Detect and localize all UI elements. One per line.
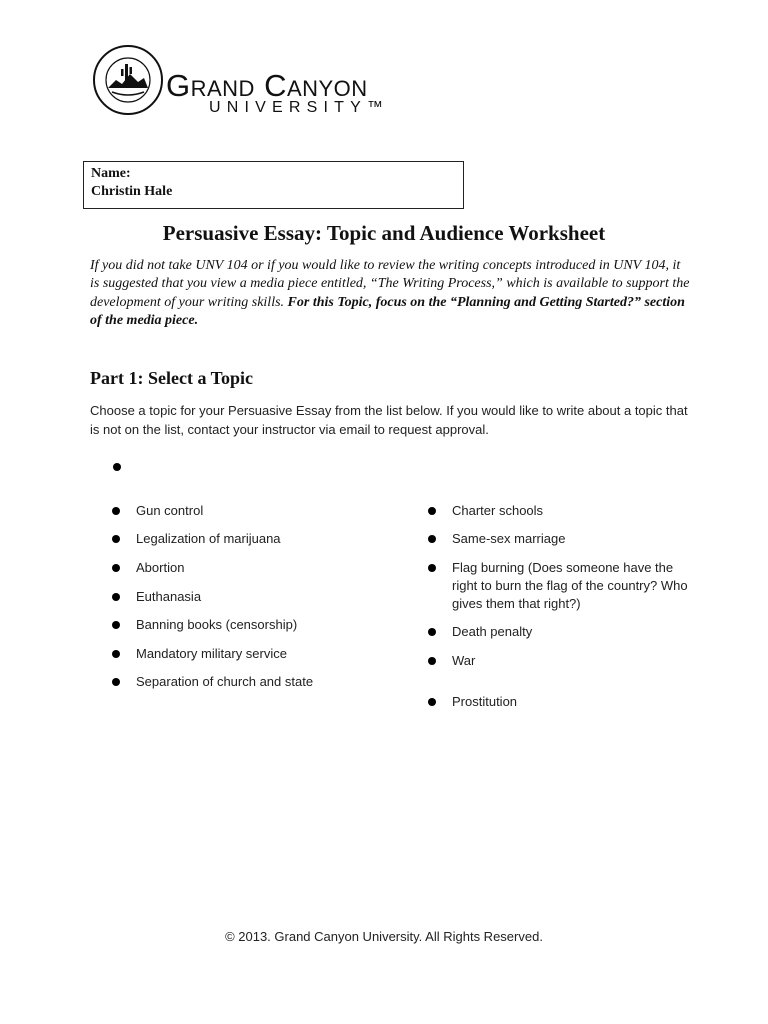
intro-emphasis: For this Topic, focus on the “Planning and Getting Started?” section of the media piece. [90, 294, 685, 328]
list-item: War [452, 652, 475, 670]
copyright-footer: © 2013. Grand Canyon University. All Rights Reserved. [225, 929, 543, 944]
page-title: Persuasive Essay: Topic and Audience Worksheet [162, 221, 606, 245]
empty-bullet [113, 463, 121, 471]
part1-heading: Part 1: Select a Topic [90, 368, 253, 388]
list-item: Legalization of marijuana [136, 530, 281, 548]
list-item: Mandatory military service [136, 645, 287, 663]
list-item: Abortion [136, 559, 184, 577]
list-item: Gun control [136, 502, 203, 520]
list-item: Euthanasia [136, 588, 201, 606]
logo-name: Grand Canyon [166, 68, 368, 103]
list-item: Flag burning (Does someone have the right to burn the flag of the country? Who gives them that right?) [452, 559, 688, 613]
name-box [83, 161, 464, 209]
list-item: Banning books (censorship) [136, 616, 297, 634]
name-value: Christin Hale [91, 184, 173, 199]
logo-subtitle: UNIVERSITY™ [209, 99, 390, 116]
list-item: Prostitution [452, 693, 517, 711]
list-item: Same-sex marriage [452, 530, 565, 548]
list-item: Charter schools [452, 502, 543, 520]
list-item: Death penalty [452, 623, 532, 641]
part1-description: Choose a topic for your Persuasive Essay from the list below. If you would like to write about a topic that is not on the list, contact your instructor via email to request approval. [90, 403, 688, 437]
name-label: Name: [91, 166, 131, 181]
university-seal-icon [92, 44, 164, 116]
university-logo [92, 44, 402, 119]
intro-text: If you did not take UNV 104 or if you would like to review the writing concepts introduced in UNV 104, it is suggested that you view a media piece entitled, “The Writing Process,” which is available to support the development of your writing skills. [90, 258, 690, 310]
list-item: Separation of church and state [136, 673, 313, 691]
intro-paragraph [90, 257, 690, 330]
